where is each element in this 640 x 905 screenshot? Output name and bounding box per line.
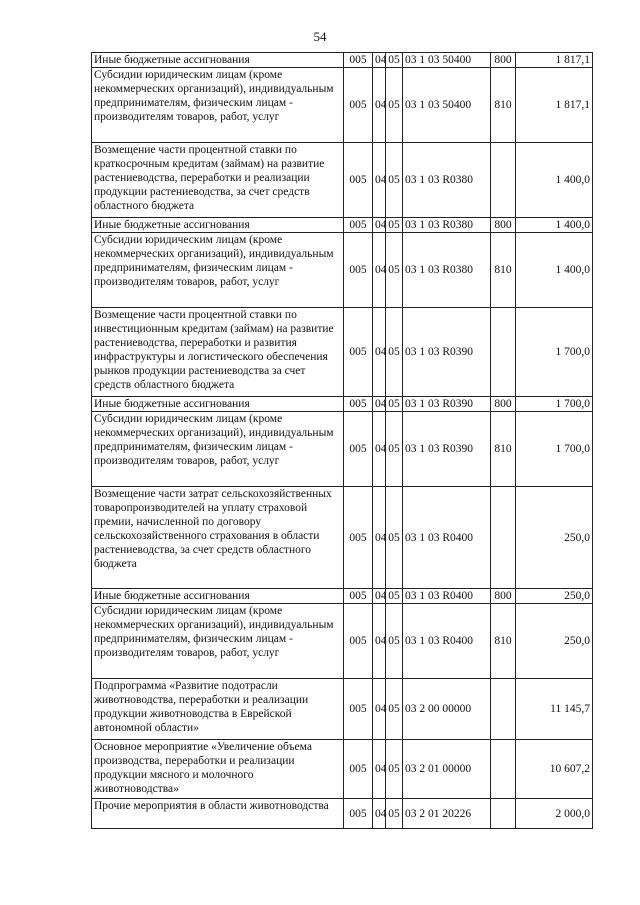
program-code: 03 (405, 99, 417, 111)
subsection-code-cell: 05 (386, 308, 403, 397)
program-code: 03 (405, 590, 417, 602)
target-article-cell (403, 679, 491, 740)
ministry-code-cell: 005 (344, 218, 373, 233)
expense-type-cell: 810 (491, 233, 516, 308)
subsection-code-cell: 05 (386, 143, 403, 218)
target-article-cell (403, 68, 491, 143)
ministry-code-cell: 005 (344, 487, 373, 589)
subprogram-code: 1 (419, 346, 426, 358)
program-code: 03 (405, 635, 417, 647)
expense-type-cell: 810 (491, 68, 516, 143)
section-code-cell: 04 (373, 589, 386, 604)
subprogram-code: 2 (419, 763, 426, 775)
section-code-cell: 04 (373, 143, 386, 218)
subsection-code-cell: 05 (386, 589, 403, 604)
table-row (92, 412, 593, 487)
program-code: 03 (405, 398, 417, 410)
expense-type-cell: 810 (491, 412, 516, 487)
program-code: 03 (405, 174, 417, 186)
subsection-code-cell: 05 (386, 412, 403, 487)
row-name-cell: Иные бюджетные ассигнования (92, 218, 344, 233)
subprogram-code: 1 (419, 54, 426, 66)
program-code: 03 (405, 763, 417, 775)
section-code-cell: 04 (373, 740, 386, 799)
page-number: 54 (313, 29, 327, 44)
direction-code: R0380 (442, 264, 474, 276)
row-name-cell: Иные бюджетные ассигнования (92, 589, 344, 604)
budget-table (91, 52, 593, 829)
ministry-code-cell: 005 (344, 589, 373, 604)
amount-cell: 250,0 (516, 589, 593, 604)
subsection-code-cell: 05 (386, 218, 403, 233)
subprogram-code: 1 (419, 531, 426, 544)
target-article-cell (403, 740, 491, 799)
event-code: 03 (428, 99, 440, 111)
ministry-code-cell: 005 (344, 143, 373, 218)
target-article-cell (403, 799, 491, 829)
section-code-cell: 04 (373, 397, 386, 412)
subprogram-code: 1 (419, 264, 426, 276)
table-row (92, 68, 593, 143)
program-code: 03 (405, 443, 417, 455)
subprogram-code: 1 (419, 174, 426, 186)
table-row (92, 589, 593, 604)
target-article-cell (403, 397, 491, 412)
section-code-cell: 04 (373, 799, 386, 829)
event-code: 03 (428, 398, 440, 410)
program-code: 03 (405, 54, 417, 66)
event-code: 03 (428, 346, 440, 358)
row-name-cell: Прочие мероприятия в области животноводства (92, 799, 344, 829)
target-article-cell (403, 218, 491, 233)
ministry-code-cell: 005 (344, 604, 373, 679)
row-name-cell: Подпрограмма «Развитие подотрасли животноводства, переработки и реализации продукции животноводства в Еврейской автономной области» (92, 679, 344, 740)
event-code: 03 (428, 219, 440, 231)
table-row (92, 397, 593, 412)
expense-type-cell (491, 740, 516, 799)
subsection-code-cell: 05 (386, 487, 403, 589)
table-row (92, 604, 593, 679)
event-code: 01 (428, 807, 440, 820)
ministry-code-cell: 005 (344, 412, 373, 487)
amount-cell: 2 000,0 (516, 799, 593, 829)
row-name-cell: Субсидии юридическим лицам (кроме некоммерческих организаций), индивидуальным предпринимателям, физическим лицам - производителям товаров, работ, услуг (92, 233, 344, 308)
subsection-code-cell: 05 (386, 397, 403, 412)
direction-code: R0380 (442, 174, 474, 186)
target-article-cell (403, 412, 491, 487)
direction-code: R0400 (442, 635, 474, 647)
subsection-code-cell: 05 (386, 799, 403, 829)
table-row (92, 53, 593, 68)
amount-cell: 1 400,0 (516, 233, 593, 308)
event-code: 03 (428, 443, 440, 455)
row-name-cell: Субсидии юридическим лицам (кроме некоммерческих организаций), индивидуальным предпринимателям, физическим лицам - производителям товаров, работ, услуг (92, 68, 344, 143)
direction-code: R0400 (442, 590, 474, 602)
event-code: 03 (428, 264, 440, 276)
subprogram-code: 1 (419, 219, 426, 231)
row-name-cell: Основное мероприятие «Увеличение объема производства, переработки и реализации продукции мясного и молочного животноводства» (92, 740, 344, 799)
target-article-cell (403, 143, 491, 218)
subsection-code-cell: 05 (386, 68, 403, 143)
amount-cell: 1 700,0 (516, 308, 593, 397)
ministry-code-cell: 005 (344, 397, 373, 412)
amount-cell: 1 400,0 (516, 143, 593, 218)
section-code-cell: 04 (373, 679, 386, 740)
expense-type-cell: 800 (491, 589, 516, 604)
section-code-cell: 04 (373, 53, 386, 68)
section-code-cell: 04 (373, 487, 386, 589)
amount-cell: 250,0 (516, 487, 593, 589)
amount-cell: 11 145,7 (516, 679, 593, 740)
subprogram-code: 2 (419, 807, 426, 820)
expense-type-cell (491, 679, 516, 740)
ministry-code-cell: 005 (344, 799, 373, 829)
program-code: 03 (405, 219, 417, 231)
row-name-cell: Возмещение части процентной ставки по краткосрочным кредитам (займам) на развитие растениеводства, переработки и реализации продукции растениеводства, за счет средств областного бюджета (92, 143, 344, 218)
expense-type-cell: 800 (491, 53, 516, 68)
section-code-cell: 04 (373, 68, 386, 143)
target-article-cell (403, 589, 491, 604)
event-code: 03 (428, 531, 440, 544)
direction-code: 50400 (442, 99, 472, 111)
section-code-cell: 04 (373, 412, 386, 487)
row-name-cell: Возмещение части затрат сельскохозяйственных товаропроизводителей на уплату страховой премии, начисленной по договору сельскохозяйственного страхования в области растениеводства, за счет средств областного бюджета (92, 487, 344, 589)
row-name-cell: Возмещение части процентной ставки по инвестиционным кредитам (займам) на развитие растениеводства, переработки и развития инфраструктуры и логистического обеспечения рынков продукции растениеводства за счет средств областного бюджета (92, 308, 344, 397)
subsection-code-cell: 05 (386, 604, 403, 679)
direction-code: R0390 (442, 443, 474, 455)
program-code: 03 (405, 264, 417, 276)
direction-code: 00000 (442, 763, 472, 775)
subprogram-code: 1 (419, 635, 426, 647)
ministry-code-cell: 005 (344, 68, 373, 143)
event-code: 03 (428, 590, 440, 602)
amount-cell: 250,0 (516, 604, 593, 679)
subsection-code-cell: 05 (386, 740, 403, 799)
direction-code: R0390 (442, 346, 474, 358)
subsection-code-cell: 05 (386, 233, 403, 308)
table-row (92, 308, 593, 397)
ministry-code-cell: 005 (344, 679, 373, 740)
direction-code: 20226 (442, 807, 472, 820)
row-name-cell: Иные бюджетные ассигнования (92, 53, 344, 68)
event-code: 03 (428, 635, 440, 647)
event-code: 00 (428, 703, 440, 715)
expense-type-cell (491, 308, 516, 397)
table-row (92, 799, 593, 829)
ministry-code-cell: 005 (344, 740, 373, 799)
target-article-cell (403, 604, 491, 679)
program-code: 03 (405, 346, 417, 358)
amount-cell: 1 400,0 (516, 218, 593, 233)
amount-cell: 10 607,2 (516, 740, 593, 799)
ministry-code-cell: 005 (344, 233, 373, 308)
program-code: 03 (405, 703, 417, 715)
direction-code: 50400 (442, 54, 472, 66)
subsection-code-cell: 05 (386, 53, 403, 68)
target-article-cell (403, 233, 491, 308)
target-article-cell (403, 308, 491, 397)
direction-code: R0380 (442, 219, 474, 231)
subsection-code-cell: 05 (386, 679, 403, 740)
expense-type-cell: 800 (491, 397, 516, 412)
expense-type-cell (491, 143, 516, 218)
direction-code: 00000 (442, 703, 472, 715)
direction-code: R0390 (442, 398, 474, 410)
table-row (92, 233, 593, 308)
table-row (92, 487, 593, 589)
amount-cell: 1 700,0 (516, 412, 593, 487)
amount-cell: 1 700,0 (516, 397, 593, 412)
table-row (92, 218, 593, 233)
expense-type-cell (491, 487, 516, 589)
ministry-code-cell: 005 (344, 53, 373, 68)
expense-type-cell: 810 (491, 604, 516, 679)
subprogram-code: 1 (419, 99, 426, 111)
expense-type-cell: 800 (491, 218, 516, 233)
section-code-cell: 04 (373, 218, 386, 233)
subprogram-code: 1 (419, 590, 426, 602)
row-name-cell: Иные бюджетные ассигнования (92, 397, 344, 412)
section-code-cell: 04 (373, 308, 386, 397)
table-row (92, 679, 593, 740)
program-code: 03 (405, 807, 417, 820)
subprogram-code: 1 (419, 443, 426, 455)
target-article-cell (403, 53, 491, 68)
direction-code: R0400 (442, 531, 474, 544)
amount-cell: 1 817,1 (516, 68, 593, 143)
section-code-cell: 04 (373, 604, 386, 679)
subprogram-code: 2 (419, 703, 426, 715)
section-code-cell: 04 (373, 233, 386, 308)
row-name-cell: Субсидии юридическим лицам (кроме некоммерческих организаций), индивидуальным предпринимателям, физическим лицам - производителям товаров, работ, услуг (92, 604, 344, 679)
ministry-code-cell: 005 (344, 308, 373, 397)
row-name-cell: Субсидии юридическим лицам (кроме некоммерческих организаций), индивидуальным предпринимателям, физическим лицам - производителям товаров, работ, услуг (92, 412, 344, 487)
event-code: 03 (428, 174, 440, 186)
expense-type-cell (491, 799, 516, 829)
table-row (92, 143, 593, 218)
subprogram-code: 1 (419, 398, 426, 410)
target-article-cell (403, 487, 491, 589)
program-code: 03 (405, 531, 417, 544)
event-code: 03 (428, 54, 440, 66)
event-code: 01 (428, 763, 440, 775)
table-row (92, 740, 593, 799)
amount-cell: 1 817,1 (516, 53, 593, 68)
